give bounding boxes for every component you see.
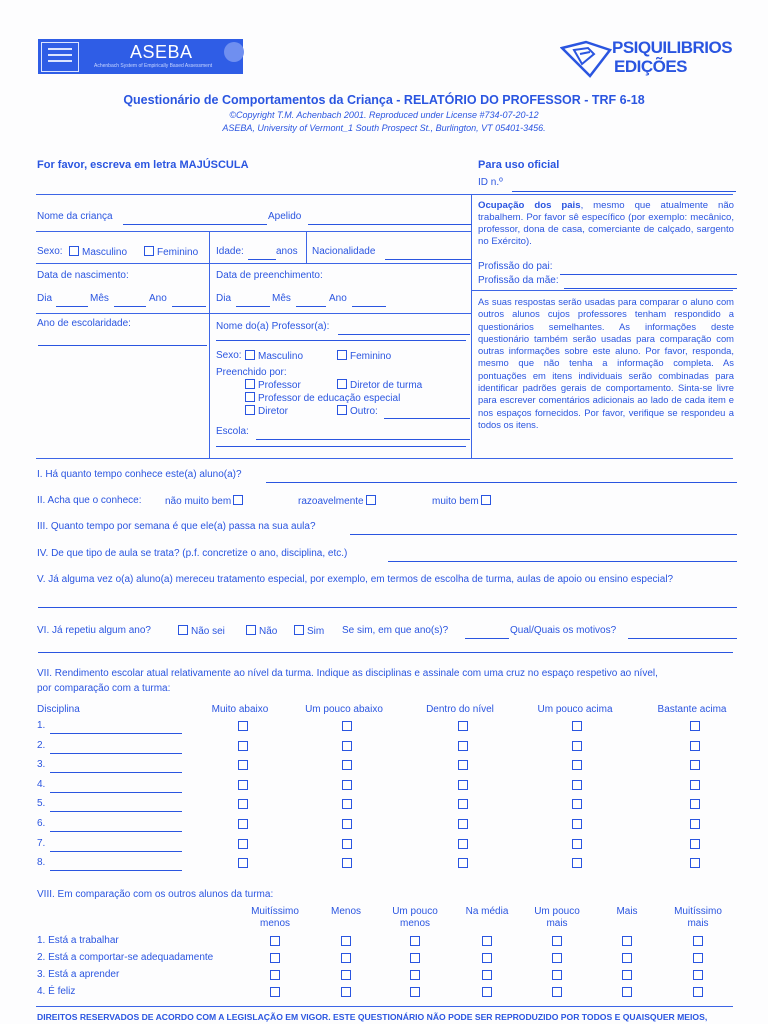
q6-option-dont-know[interactable]: Não sei (176, 625, 225, 637)
subject-level-checkbox[interactable] (342, 741, 352, 751)
divider (36, 313, 471, 314)
birth-month-label: Mês (90, 293, 109, 304)
subject-level-checkbox[interactable] (690, 799, 700, 809)
subject-level-checkbox[interactable] (458, 799, 468, 809)
comparison-checkbox[interactable] (693, 953, 703, 963)
col-header-slightly-above: Um pouco acima (537, 704, 613, 715)
checkbox[interactable] (245, 405, 255, 415)
filled-by-label: Preenchido por: (216, 367, 287, 378)
logo-emblem (41, 42, 79, 72)
checkbox[interactable] (337, 405, 347, 415)
fill-date-label: Data de preenchimento: (216, 270, 323, 281)
comparison-checkbox[interactable] (270, 936, 280, 946)
birth-month-field[interactable] (114, 294, 146, 307)
checkbox[interactable] (69, 246, 79, 256)
question-6: VI. Já repetiu algum ano? (37, 625, 151, 636)
col-header-well-above: Bastante acima (657, 704, 727, 715)
comparison-checkbox[interactable] (482, 936, 492, 946)
subject-level-checkbox[interactable] (238, 819, 248, 829)
subject-level-checkbox[interactable] (572, 721, 582, 731)
q6-option-yes[interactable]: Sim (292, 625, 324, 637)
divider (36, 458, 733, 459)
subject-level-checkbox[interactable] (238, 760, 248, 770)
q6-option-no[interactable]: Não (244, 625, 277, 637)
subject-level-checkbox[interactable] (690, 858, 700, 868)
checkbox[interactable] (144, 246, 154, 256)
child-name-label: Nome da criança (37, 211, 113, 222)
checkbox[interactable] (337, 350, 347, 360)
checkbox[interactable] (245, 379, 255, 389)
subject-row-number: 2. (37, 739, 46, 751)
subject-row-number: 1. (37, 720, 46, 731)
footer-divider (36, 1006, 733, 1007)
comparison-checkbox[interactable] (341, 970, 351, 980)
nationality-field[interactable] (385, 247, 471, 260)
comparison-checkbox[interactable] (410, 987, 420, 997)
surname-field[interactable] (308, 212, 472, 225)
comparison-column-header-line2: mais (546, 918, 568, 929)
subject-level-checkbox[interactable] (238, 741, 248, 751)
publisher-name: PSIQUILIBRIOS (612, 38, 733, 57)
question-4-answer[interactable] (388, 549, 737, 562)
comparison-column-header: Menos (330, 906, 361, 917)
comparison-checkbox[interactable] (341, 936, 351, 946)
subject-name-field[interactable] (50, 819, 182, 832)
logo-subtitle: Achenbach System of Empirically Based Assessment (94, 63, 213, 69)
comparison-checkbox[interactable] (341, 987, 351, 997)
subject-row-number: 5. (37, 798, 46, 810)
fill-day-field[interactable] (236, 294, 270, 307)
comparison-row-label: 3. Está a aprender (37, 969, 120, 980)
divider (36, 263, 471, 264)
subject-name-field[interactable] (50, 839, 182, 852)
comparison-checkbox[interactable] (693, 987, 703, 997)
subject-level-checkbox[interactable] (572, 819, 582, 829)
subject-level-checkbox[interactable] (572, 799, 582, 809)
subject-row-number: 3. (37, 759, 46, 771)
subject-level-checkbox[interactable] (238, 858, 248, 868)
subject-level-checkbox[interactable] (342, 780, 352, 790)
comparison-checkbox[interactable] (552, 936, 562, 946)
col-header-well-below: Muito abaixo (211, 704, 269, 715)
parents-occupation-text: Ocupação dos pais, mesmo que atualmente não trabalhem. Por favor sê específico (por exemplo: mecânico, professor, dona de casa, comerciante de calçado, sargento no Exército). (478, 200, 734, 247)
checkbox[interactable] (245, 392, 255, 402)
aseba-logo (38, 39, 243, 74)
comparison-checkbox[interactable] (270, 953, 280, 963)
divider (209, 231, 210, 458)
divider (36, 194, 733, 195)
subject-level-checkbox[interactable] (572, 760, 582, 770)
comparison-column-header: Muitíssimo (674, 906, 722, 917)
subject-level-checkbox[interactable] (690, 819, 700, 829)
subject-level-checkbox[interactable] (238, 780, 248, 790)
teacher-name-line2[interactable] (216, 340, 466, 341)
comparison-checkbox[interactable] (622, 970, 632, 980)
publisher-subname: EDIÇÕES (614, 57, 688, 76)
subject-row-number: 6. (37, 818, 46, 829)
fill-year-label: Ano (329, 293, 347, 304)
comparison-checkbox[interactable] (410, 936, 420, 946)
comparison-checkbox[interactable] (693, 970, 703, 980)
checkbox[interactable] (178, 625, 188, 635)
comparison-checkbox[interactable] (622, 953, 632, 963)
comparison-checkbox[interactable] (482, 970, 492, 980)
filled-by-class-director[interactable]: Diretor de turma (335, 379, 422, 391)
comparison-checkbox[interactable] (482, 953, 492, 963)
birth-day-field[interactable] (56, 294, 88, 307)
official-use-label: Para uso oficial (478, 159, 560, 171)
subject-level-checkbox[interactable] (238, 721, 248, 731)
q2-option-not-well[interactable]: não muito bem (165, 495, 246, 507)
subject-name-field[interactable] (50, 858, 182, 871)
child-sex-label: Sexo: (37, 246, 63, 257)
checkbox[interactable] (245, 350, 255, 360)
col-header-slightly-below: Um pouco abaixo (305, 704, 383, 715)
birth-year-label: Ano (149, 293, 167, 304)
q6-reasons-label: Qual/Quais os motivos? (510, 625, 617, 636)
mother-occupation-label: Profissão da mãe: (478, 275, 559, 286)
question-1: I. Há quanto tempo conhece este(a) aluno(a)? (37, 469, 242, 480)
subject-level-checkbox[interactable] (238, 799, 248, 809)
subject-level-checkbox[interactable] (342, 721, 352, 731)
school-label: Escola: (216, 426, 249, 437)
father-occupation-label: Profissão do pai: (478, 261, 553, 272)
subject-name-field[interactable] (50, 799, 182, 812)
school-year-field[interactable] (38, 333, 207, 346)
subject-row-number: 8. (37, 857, 46, 869)
school-year-label: Ano de escolaridade: (37, 318, 131, 329)
comparison-checkbox[interactable] (622, 987, 632, 997)
filled-by-other[interactable]: Outro: (335, 405, 378, 417)
teacher-name-label: Nome do(a) Professor(a): (216, 321, 330, 332)
comparison-row-label: 4. É feliz (37, 986, 76, 997)
school-field[interactable] (256, 427, 470, 440)
teacher-name-field[interactable] (338, 322, 470, 335)
id-field[interactable] (512, 178, 736, 192)
logo-circle-icon (224, 42, 244, 62)
subject-level-checkbox[interactable] (458, 839, 468, 849)
teacher-female-option[interactable]: Feminino (335, 350, 391, 362)
section-7-intro-2: por comparação com a turma: (37, 683, 171, 694)
address-line: ASEBA, University of Vermont_1 South Prospect St., Burlington, VT 05401-3456. (222, 123, 546, 133)
comparison-column-header: Um pouco (392, 906, 438, 917)
subject-level-checkbox[interactable] (238, 839, 248, 849)
question-2: II. Acha que o conhece: (37, 495, 142, 506)
q2-option-very-well[interactable]: muito bem (432, 495, 494, 507)
comparison-checkbox[interactable] (552, 970, 562, 980)
checkbox[interactable] (246, 625, 256, 635)
subject-level-checkbox[interactable] (458, 721, 468, 731)
subject-name-field[interactable] (50, 721, 182, 734)
fill-month-field[interactable] (296, 294, 326, 307)
question-4: IV. De que tipo de aula se trata? (p.f. concretize o ano, disciplina, etc.) (37, 548, 348, 559)
checkbox[interactable] (366, 495, 376, 505)
question-3-answer[interactable] (350, 522, 737, 535)
question-5: V. Já alguma vez o(a) aluno(a) mereceu tratamento especial, por exemplo, em termos de escolha de turma, aulas de apoio ou ensino especial? (37, 574, 674, 585)
col-header-at-level: Dentro do nível (426, 704, 494, 715)
checkbox[interactable] (294, 625, 304, 635)
age-label: Idade: (216, 246, 244, 257)
comparison-checkbox[interactable] (270, 987, 280, 997)
divider (471, 290, 733, 291)
subject-level-checkbox[interactable] (342, 760, 352, 770)
comparison-checkbox[interactable] (410, 953, 420, 963)
fill-day-label: Dia (216, 293, 232, 304)
q6-reasons-field[interactable] (628, 626, 737, 639)
surname-label: Apelido (268, 211, 302, 222)
subject-name-field[interactable] (50, 741, 182, 754)
subject-level-checkbox[interactable] (690, 780, 700, 790)
subject-level-checkbox[interactable] (458, 741, 468, 751)
subject-level-checkbox[interactable] (342, 819, 352, 829)
divider (36, 231, 471, 232)
subject-column-header: Disciplina (37, 704, 80, 715)
comparison-column-header-line2: menos (259, 918, 290, 929)
subject-name-field[interactable] (50, 780, 182, 793)
comparison-checkbox[interactable] (341, 953, 351, 963)
fill-month-label: Mês (272, 293, 291, 304)
comparison-column-header: Na média (465, 906, 509, 917)
subject-level-checkbox[interactable] (690, 721, 700, 731)
age-field[interactable] (248, 247, 276, 260)
comparison-column-header-line2: menos (399, 918, 430, 929)
subject-name-field[interactable] (50, 760, 182, 773)
divider (306, 231, 307, 263)
section-8-intro: VIII. Em comparação com os outros alunos da turma: (37, 889, 274, 900)
comparison-checkbox[interactable] (552, 987, 562, 997)
instruction-text: For favor, escreva em letra MAJÚSCULA (37, 159, 249, 171)
school-line2[interactable] (216, 446, 466, 447)
subject-level-checkbox[interactable] (572, 858, 582, 868)
subject-level-checkbox[interactable] (572, 741, 582, 751)
subject-level-checkbox[interactable] (572, 780, 582, 790)
checkbox[interactable] (337, 379, 347, 389)
question-1-answer[interactable] (266, 470, 737, 483)
copyright-line: ©Copyright T.M. Achenbach 2001. Reproduced under License #734-07-20-12 (229, 110, 539, 120)
comparison-checkbox[interactable] (552, 953, 562, 963)
child-female-option[interactable]: Feminino (142, 246, 198, 258)
checkbox[interactable] (233, 495, 243, 505)
comparison-checkbox[interactable] (693, 936, 703, 946)
subject-row-number: 4. (37, 778, 46, 790)
comparison-row-label: 1. Está a trabalhar (37, 935, 119, 946)
q2-option-reasonably[interactable]: razoavelmente (298, 495, 379, 507)
filled-by-director[interactable]: Diretor (243, 405, 288, 417)
subject-level-checkbox[interactable] (342, 839, 352, 849)
question-5-answer[interactable] (38, 595, 737, 608)
other-field[interactable] (384, 406, 470, 419)
divider (471, 194, 472, 458)
birth-date-label: Data de nascimento: (37, 270, 129, 281)
comparison-checkbox[interactable] (410, 970, 420, 980)
mother-occupation-field[interactable] (564, 276, 737, 289)
teacher-sex-label: Sexo: (216, 350, 242, 361)
subject-level-checkbox[interactable] (342, 799, 352, 809)
comparison-checkbox[interactable] (482, 987, 492, 997)
q6-answer-line2[interactable] (38, 652, 733, 653)
subject-level-checkbox[interactable] (690, 741, 700, 751)
filled-by-teacher[interactable]: Professor (243, 379, 301, 391)
child-male-option[interactable]: Masculino (67, 246, 127, 258)
subject-row-number: 7. (37, 837, 46, 849)
checkbox[interactable] (481, 495, 491, 505)
subject-level-checkbox[interactable] (342, 858, 352, 868)
birth-day-label: Dia (37, 293, 53, 304)
father-occupation-field[interactable] (560, 262, 737, 275)
comparison-column-header: Mais (616, 906, 638, 917)
subject-level-checkbox[interactable] (458, 858, 468, 868)
comparison-row-label: 2. Está a comportar-se adequadamente (37, 952, 214, 963)
subject-level-checkbox[interactable] (572, 839, 582, 849)
comparison-checkbox[interactable] (622, 936, 632, 946)
form-title: Questionário de Comportamentos da Criança - RELATÓRIO DO PROFESSOR - TRF 6-18 (123, 93, 645, 107)
comparison-column-header: Um pouco (534, 906, 580, 917)
subject-level-checkbox[interactable] (458, 760, 468, 770)
subject-level-checkbox[interactable] (458, 819, 468, 829)
birth-year-field[interactable] (172, 294, 206, 307)
age-unit: anos (276, 246, 298, 257)
id-label: ID n.º (478, 177, 503, 188)
subject-level-checkbox[interactable] (690, 760, 700, 770)
subject-level-checkbox[interactable] (458, 780, 468, 790)
nationality-label: Nacionalidade (312, 246, 376, 257)
comparison-column-header: Muitíssimo (251, 906, 299, 917)
q6-which-years-label: Se sim, em que ano(s)? (342, 625, 449, 636)
comparison-column-header-line2: mais (687, 918, 709, 929)
logo-text: ASEBA (130, 42, 193, 62)
comparison-checkbox[interactable] (270, 970, 280, 980)
teacher-male-option[interactable]: Masculino (243, 350, 303, 362)
subject-level-checkbox[interactable] (690, 839, 700, 849)
section-7-intro: VII. Rendimento escolar atual relativamente ao nível da turma. Indique as disciplinas e assinale com uma cruz no espaço respetivo ao nível, (37, 668, 658, 679)
child-name-field[interactable] (123, 212, 267, 225)
question-3: III. Quanto tempo por semana é que ele(a) passa na sua aula? (37, 521, 316, 532)
filled-by-special-ed[interactable]: Professor de educação especial (243, 392, 400, 404)
q6-which-years-field[interactable] (465, 626, 509, 639)
fill-year-field[interactable] (352, 294, 386, 307)
psiquilibrios-logo-icon (560, 40, 612, 78)
copyright-footer: DIREITOS RESERVADOS DE ACORDO COM A LEGISLAÇÃO EM VIGOR. ESTE QUESTIONÁRIO NÃO PODE SER REPRODUZIDO POR TODOS E QUAISQUER MEIOS, (37, 1012, 708, 1022)
info-paragraph: As suas respostas serão usadas para comparar o aluno com outros alunos cujos professores tenham respondido a questionários semelhantes. As informações deste questionário também serão usadas para comparação com outras informações sobre este aluno. Por favor, responda, mesmo que não tenha a informação completa. As pontuações em itens individuais serão combinadas para identificar padrões gerais de comportamento. Sinta-se livre para escrever comentários adicionais ao lado de cada item e nos espaços fornecidos. Por favor, verifique se respondeu a todos os itens. (478, 296, 734, 430)
